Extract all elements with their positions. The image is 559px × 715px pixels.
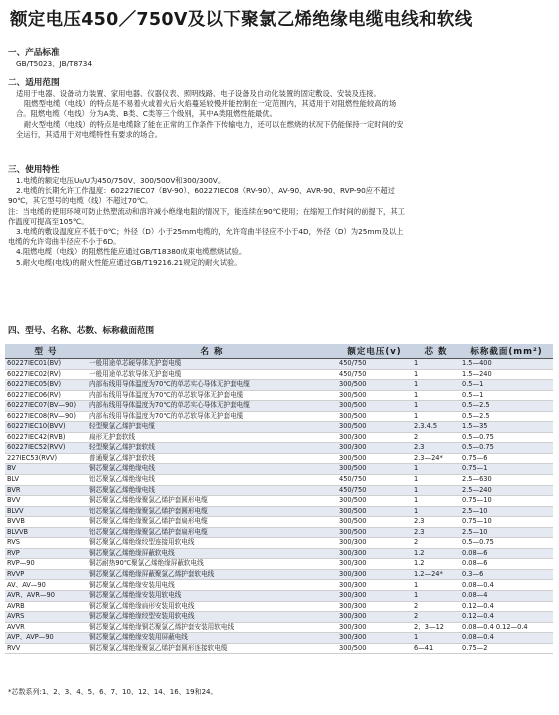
cell-name: 铜芯聚氯乙烯绝缘屏蔽软电线	[87, 548, 337, 559]
cell-voltage: 300/300	[337, 548, 412, 559]
col-header-model: 型 号	[5, 344, 87, 359]
cell-name: 轻型聚氯乙烯护套电缆	[87, 422, 337, 433]
footnote: *芯数系列:1、2、3、4、5、6、7、10、12、14、16、19和24。	[8, 688, 218, 696]
cell-voltage: 300/500	[337, 422, 412, 433]
cell-section: 0.08—0.4	[460, 580, 553, 591]
cell-name: 铜芯耐热90℃聚氯乙烯绝缘屏蔽软电线	[87, 559, 337, 570]
section-line: 90℃，其它型号的电缆（线）不超过70℃。	[8, 196, 153, 206]
section-line: 作温度可提高至105℃。	[8, 216, 89, 226]
cell-name: 铜芯聚氯乙烯绝缘绞型安装用软电线	[87, 612, 337, 623]
table-row	[5, 633, 553, 644]
cell-name: 扁形无护套软线	[87, 432, 337, 443]
section-heading: 三、使用特性	[8, 165, 60, 175]
table-row	[5, 643, 553, 654]
cell-voltage: 300/500	[337, 390, 412, 401]
cable-spec-table	[5, 344, 553, 654]
cell-cores: 2.3.4.5	[412, 422, 460, 433]
cell-model: RVVP	[5, 569, 87, 580]
cell-section: 0.12—0.4	[460, 601, 553, 612]
col-header-cores: 芯 数	[412, 344, 460, 359]
section-line: 全运行，其适用于对电缆特性有要求的场合。	[16, 129, 162, 139]
table-row	[5, 622, 553, 633]
section-line: 阻燃型电缆（电线）的特点是不易着火或着火后火焰蔓延较慢并能控制在一定范围内，其适用于对阻燃性能较高的场	[24, 99, 397, 109]
cell-name: 铜芯聚氯乙烯绝缘安装用软电线	[87, 591, 337, 602]
table-row	[5, 453, 553, 464]
cell-section: 1.5—240	[460, 369, 553, 380]
cell-section: 0.5—2.5	[460, 411, 553, 422]
cell-voltage: 300/300	[337, 580, 412, 591]
table-row	[5, 369, 553, 380]
cell-voltage: 300/300	[337, 601, 412, 612]
cell-section: 2.5—630	[460, 475, 553, 486]
section-models	[8, 326, 553, 337]
cell-voltage: 300/300	[337, 591, 412, 602]
table-row	[5, 538, 553, 549]
cell-section: 0.5—0.75	[460, 432, 553, 443]
cell-name: 铜芯聚氯乙烯绝缘绞型连接用软电线	[87, 538, 337, 549]
cell-name: 内部布线用导体温度为70℃的单芯实心导体无护套电缆	[87, 401, 337, 412]
cell-voltage: 300/500	[337, 527, 412, 538]
cell-cores: 2.3	[412, 443, 460, 454]
cell-voltage: 450/750	[337, 359, 412, 370]
cell-model: 227IEC53(RVV)	[5, 453, 87, 464]
section-heading: 一、产品标准	[8, 48, 60, 58]
cell-voltage: 300/500	[337, 643, 412, 654]
cell-section: 2.5—10	[460, 527, 553, 538]
table-row	[5, 569, 553, 580]
table-row	[5, 380, 553, 391]
cell-cores: 1	[412, 496, 460, 507]
cell-model: AVR、AVR—90	[5, 591, 87, 602]
cell-name: 铜芯聚氯乙烯绝缘电线	[87, 485, 337, 496]
cell-section: 0.5—0.75	[460, 443, 553, 454]
table-row	[5, 612, 553, 623]
cell-model: RVP—90	[5, 559, 87, 570]
cell-name: 铝芯聚氯乙烯绝缘聚氯乙烯护套扁形电缆	[87, 527, 337, 538]
section-line: 注：当电缆的使用环境可防止热塑流动和溶许减小绝缘电阻的情况下，能连续在90℃使用；在缩短工作时间的前提下，其工	[8, 206, 405, 216]
cell-cores: 2.3	[412, 527, 460, 538]
table-row	[5, 601, 553, 612]
table-row	[5, 506, 553, 517]
table-body	[5, 359, 553, 654]
cell-cores: 1	[412, 485, 460, 496]
cell-name: 铜芯聚氯乙烯绝缘铜芯聚氯乙烯护套安装用软电线	[87, 622, 337, 633]
section-line: 合。阻燃电缆（电线）分为A类、B类、C类等三个级别，其中A类阻燃性能最优。	[16, 109, 277, 119]
table-row	[5, 401, 553, 412]
cell-voltage: 300/300	[337, 432, 412, 443]
cell-voltage: 450/750	[337, 475, 412, 486]
table-row	[5, 580, 553, 591]
cell-model: BVV	[5, 496, 87, 507]
cell-voltage: 300/500	[337, 401, 412, 412]
cell-model: 60227IEC07(BV—90)	[5, 401, 87, 412]
cell-voltage: 300/500	[337, 506, 412, 517]
cell-name: 铜芯聚氯乙烯绝缘聚氯乙烯护套扁形电缆	[87, 517, 337, 528]
cell-section: 0.75—6	[460, 453, 553, 464]
cell-section: 0.75—1	[460, 464, 553, 475]
cell-model: RVV	[5, 643, 87, 654]
cell-cores: 1	[412, 591, 460, 602]
cell-voltage: 450/750	[337, 369, 412, 380]
cell-cores: 2	[412, 538, 460, 549]
cell-name: 铝芯聚氯乙烯绝缘聚氯乙烯护套圆形电缆	[87, 506, 337, 517]
cell-section: 0.08—4	[460, 591, 553, 602]
cell-model: AVRB	[5, 601, 87, 612]
cell-name: 铜芯聚氯乙烯绝缘扁形安装用软电线	[87, 601, 337, 612]
section-line: 2.电缆的长期允许工作温度：60227IEC07（BV-90）、60227IEC08（RV-90）、AV-90、AVR-90、RVP-90应不超过	[16, 186, 395, 196]
table-row	[5, 485, 553, 496]
cell-name: 普通聚氯乙烯护套软线	[87, 453, 337, 464]
cell-section: 0.3—6	[460, 569, 553, 580]
cell-model: BVVB	[5, 517, 87, 528]
cell-voltage: 300/500	[337, 453, 412, 464]
section-text: GB/T5023、JB/T8734	[16, 59, 93, 68]
cell-model: BLV	[5, 475, 87, 486]
cell-model: AVVR	[5, 622, 87, 633]
col-header-name: 名 称	[87, 344, 337, 359]
section-heading: 二、适用范围	[8, 78, 60, 88]
cell-cores: 1	[412, 380, 460, 391]
table-row	[5, 432, 553, 443]
cell-section: 0.5—2.5	[460, 401, 553, 412]
cell-cores: 1	[412, 464, 460, 475]
table-row	[5, 559, 553, 570]
table-row	[5, 390, 553, 401]
section-line: 1.电缆的额定电压U₀/U为450/750V、300/500V和300/300V。	[16, 176, 226, 185]
cell-voltage: 300/500	[337, 411, 412, 422]
page-title: 额定电压450／750V及以下聚氯乙烯绝缘电缆电线和软线	[10, 10, 473, 30]
table-row	[5, 496, 553, 507]
cell-section: 0.75—10	[460, 517, 553, 528]
cell-cores: 1.2—24*	[412, 569, 460, 580]
section-application-scope	[8, 78, 553, 140]
cell-name: 铜芯聚氯乙烯绝缘安装用屏蔽电线	[87, 633, 337, 644]
cell-voltage: 300/500	[337, 496, 412, 507]
cell-name: 铜芯聚氯乙烯绝缘电线	[87, 464, 337, 475]
cell-section: 2.5—10	[460, 506, 553, 517]
cell-voltage: 300/300	[337, 443, 412, 454]
cell-section: 2.5—240	[460, 485, 553, 496]
cell-name: 一般用途单芯软导体无护套电缆	[87, 369, 337, 380]
cell-cores: 1	[412, 633, 460, 644]
cell-section: 0.08—6	[460, 548, 553, 559]
cell-cores: 1	[412, 390, 460, 401]
cell-model: AVP、AVP—90	[5, 633, 87, 644]
cell-section: 0.5—0.75	[460, 538, 553, 549]
section-line: 4.阻燃电缆（电线）的阻燃性能应通过GB/T18380成束电缆燃烧试验。	[16, 247, 247, 257]
section-line: 适用于电器、设备动力装置、家用电器、仪器仪表、照明线路、电子设备及自动化装置的固定敷设、安装及连接。	[16, 89, 381, 98]
cell-voltage: 300/500	[337, 464, 412, 475]
cell-voltage: 300/500	[337, 380, 412, 391]
cell-cores: 1	[412, 359, 460, 370]
cell-name: 内部布线用导体温度为70℃的单芯软导体无护套电缆	[87, 411, 337, 422]
cell-model: BVR	[5, 485, 87, 496]
cell-voltage: 300/300	[337, 622, 412, 633]
table-header-row	[5, 344, 553, 359]
cell-section: 1.5—400	[460, 359, 553, 370]
cell-model: BLVVB	[5, 527, 87, 538]
table-row	[5, 527, 553, 538]
cell-section: 0.5—1	[460, 380, 553, 391]
cell-cores: 2.3—24*	[412, 453, 460, 464]
cell-model: 60227IEC01(BV)	[5, 359, 87, 370]
cell-voltage: 300/300	[337, 612, 412, 623]
cell-voltage: 300/300	[337, 538, 412, 549]
cell-section: 0.12—0.4	[460, 612, 553, 623]
cell-cores: 2.3	[412, 517, 460, 528]
table-row	[5, 475, 553, 486]
cell-cores: 1	[412, 401, 460, 412]
cell-cores: 2	[412, 432, 460, 443]
cell-cores: 1	[412, 580, 460, 591]
cell-name: 铝芯聚氯乙烯绝缘电线	[87, 475, 337, 486]
cell-name: 铜芯聚氯乙烯绝缘安装用电线	[87, 580, 337, 591]
cell-model: 60227IEC52(RVV)	[5, 443, 87, 454]
cell-cores: 2	[412, 612, 460, 623]
cell-cores: 6—41	[412, 643, 460, 654]
cell-section: 0.75—2	[460, 643, 553, 654]
cell-section: 0.08—0.4	[460, 633, 553, 644]
section-line: 耐火型电缆（电线）的特点是电缆除了能在正常的工作条件下传输电力，还可以在燃烧的状况下仍能保持一定时间的安	[24, 119, 404, 129]
section-heading: 四、型号、名称、芯数、标称截面范围	[8, 326, 155, 336]
cell-model: 60227IEC08(RV—90)	[5, 411, 87, 422]
col-header-voltage: 额定电压(v)	[337, 344, 412, 359]
cell-model: AVRS	[5, 612, 87, 623]
cell-model: 60227IEC10(BVV)	[5, 422, 87, 433]
cell-model: 60227IEC05(BV)	[5, 380, 87, 391]
cell-section: 0.5—1	[460, 390, 553, 401]
table-row	[5, 548, 553, 559]
cell-section: 0.08—0.4 0.12—0.4	[460, 622, 553, 633]
cell-voltage: 300/300	[337, 559, 412, 570]
cell-model: RVP	[5, 548, 87, 559]
cell-cores: 1	[412, 506, 460, 517]
section-line: 5.耐火电缆(电线)的耐火性能应通过GB/T19216.21规定的耐火试验。	[16, 257, 242, 267]
cell-model: RVS	[5, 538, 87, 549]
col-header-section: 标称截面(mm²)	[460, 344, 553, 359]
cell-name: 铜芯聚氯乙烯绝缘聚氯乙烯护套圆形电缆	[87, 496, 337, 507]
table-row	[5, 464, 553, 475]
cell-voltage: 450/750	[337, 485, 412, 496]
cell-cores: 2、3—12	[412, 622, 460, 633]
cell-name: 内部布线用导体温度为70℃的单芯实心导体无护套电缆	[87, 380, 337, 391]
cell-section: 0.08—6	[460, 559, 553, 570]
cell-name: 铜芯聚氯乙烯绝缘屏蔽聚氯乙烯护套软电线	[87, 569, 337, 580]
cell-name: 一般用途单芯硬导体无护套电缆	[87, 359, 337, 370]
table-row	[5, 422, 553, 433]
cell-name: 铜芯聚氯乙烯绝缘聚氯乙烯护套圆形连接软电缆	[87, 643, 337, 654]
table-row	[5, 359, 553, 370]
cell-model: BLVV	[5, 506, 87, 517]
cell-cores: 1.2	[412, 548, 460, 559]
cell-model: 60227IEC02(RV)	[5, 369, 87, 380]
table-row	[5, 443, 553, 454]
cell-cores: 1.2	[412, 559, 460, 570]
cell-cores: 1	[412, 475, 460, 486]
cell-voltage: 300/300	[337, 569, 412, 580]
cell-section: 0.75—10	[460, 496, 553, 507]
table-row	[5, 411, 553, 422]
section-line: 电缆的允许弯曲半径应不小于6D。	[8, 237, 121, 247]
section-line: 3.电缆的敷设温度应不低于0℃；外径（D）小于25mm电缆的，允许弯曲半径应不小于4D，外径（D）为25mm及以上	[16, 227, 404, 237]
table-row	[5, 591, 553, 602]
cell-section: 1.5—35	[460, 422, 553, 433]
cell-model: BV	[5, 464, 87, 475]
cell-model: AV、AV—90	[5, 580, 87, 591]
cell-name: 轻型聚氯乙烯护套软线	[87, 443, 337, 454]
cell-model: 60227IEC42(RVB)	[5, 432, 87, 443]
cell-voltage: 300/300	[337, 633, 412, 644]
cell-voltage: 300/500	[337, 517, 412, 528]
section-product-standard	[8, 48, 553, 69]
cell-name: 内部布线用导体温度为70℃的单芯软导体无护套电缆	[87, 390, 337, 401]
cell-model: 60227IEC06(RV)	[5, 390, 87, 401]
cell-cores: 1	[412, 411, 460, 422]
table-row	[5, 517, 553, 528]
cell-cores: 1	[412, 369, 460, 380]
section-usage-characteristics	[8, 165, 553, 268]
cell-cores: 2	[412, 601, 460, 612]
